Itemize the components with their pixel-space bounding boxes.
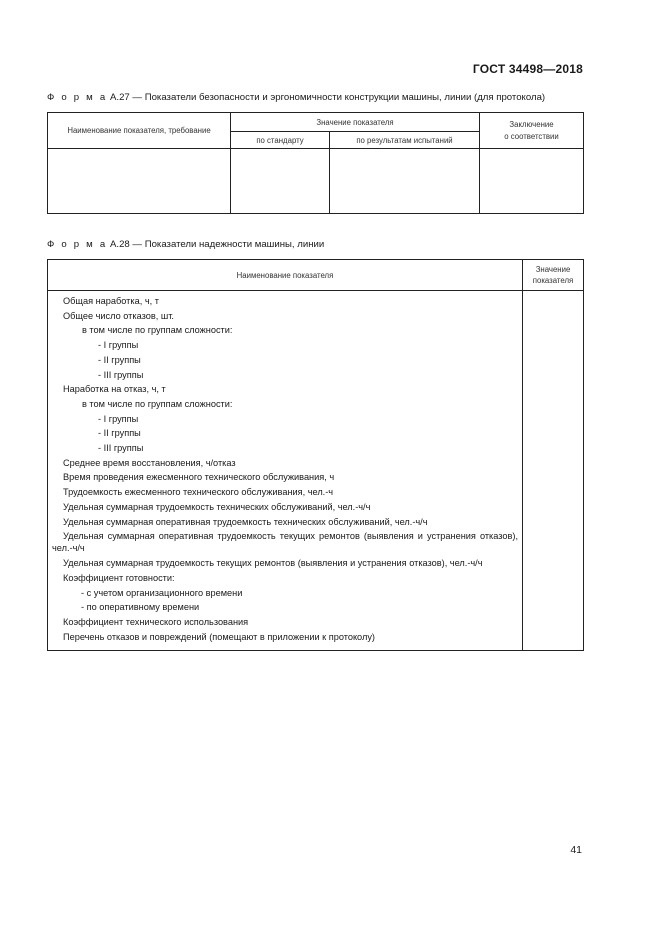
a27-col-conclusion-line2: о соответствии (504, 131, 559, 141)
a27-col-conclusion-line1: Заключение (509, 119, 554, 129)
form-a28-caption-prefix: Ф о р м а (47, 239, 108, 250)
list-item: Удельная суммарная трудоемкость технических обслуживаний, чел.-ч/ч (63, 501, 371, 512)
list-item: в том числе по группам сложности: (82, 325, 233, 336)
a27-cell-conclusion (480, 149, 584, 214)
form-a28-table (47, 259, 584, 651)
a28-col-value-line2: показателя (532, 276, 574, 285)
list-item: - I группы (98, 413, 139, 424)
a27-col-test-results: по результатам испытаний (330, 132, 480, 149)
list-item: Трудоемкость ежесменного технического обслуживания, чел.-ч (63, 487, 334, 498)
list-item: Перечень отказов и повреждений (помещают в приложении к протоколу) (63, 631, 375, 642)
form-a27-caption-prefix: Ф о р м а (47, 92, 108, 103)
list-item: - I группы (98, 340, 139, 351)
a27-cell-test-results (330, 149, 480, 214)
form-a27-table (47, 112, 584, 214)
form-a28-caption (47, 239, 324, 250)
a27-cell-name (48, 149, 231, 214)
a27-col-name: Наименование показателя, требование (48, 113, 231, 149)
a28-indicator-list (48, 291, 523, 651)
list-item: - с учетом организационного времени (81, 587, 243, 598)
list-item: Коэффициент готовности: (63, 572, 175, 583)
list-item: Среднее время восстановления, ч/отказ (63, 457, 236, 468)
list-item: - II группы (98, 354, 141, 365)
list-item: - II группы (98, 428, 141, 439)
a27-col-conclusion (480, 113, 584, 149)
list-item: Удельная суммарная трудоемкость текущих ремонтов (выявления и устранения отказов), чел.-ч/ч (63, 558, 483, 569)
list-item: Общая наработка, ч, т (63, 296, 159, 306)
a28-value-cell (523, 291, 584, 651)
a27-col-value: Значение показателя (231, 113, 480, 132)
page-number: 41 (570, 844, 582, 856)
list-item: Удельная суммарная оперативная трудоемкость технических обслуживаний, чел.-ч/ч (63, 516, 428, 527)
a28-col-value (523, 260, 584, 291)
list-item: Общее число отказов, шт. (63, 310, 174, 321)
list-item: - III группы (98, 443, 144, 454)
list-item: - по оперативному времени (81, 602, 200, 613)
form-a27-caption (47, 92, 545, 103)
list-item: - III группы (98, 369, 144, 380)
standard-designation: ГОСТ 34498—2018 (472, 62, 583, 76)
list-item: Удельная суммарная оперативная трудоемкость текущих ремонтов (выявления и устранения отказов), чел.-ч/ч (52, 531, 518, 554)
a28-col-name: Наименование показателя (48, 260, 523, 291)
a27-cell-standard (231, 149, 330, 214)
list-item: Наработка на отказ, ч, т (63, 384, 166, 395)
form-a27-caption-text: А.27 — Показатели безопасности и эргономичности конструкции машины, линии (для протокола) (110, 92, 546, 103)
form-a28-caption-text: А.28 — Показатели надежности машины, линии (110, 239, 325, 250)
a27-col-standard: по стандарту (231, 132, 330, 149)
a28-col-value-line1: Значение (535, 265, 571, 274)
list-item: Время проведения ежесменного технического обслуживания, ч (63, 472, 335, 483)
list-item: Коэффициент технического использования (63, 617, 249, 628)
list-item: в том числе по группам сложности: (82, 398, 233, 409)
